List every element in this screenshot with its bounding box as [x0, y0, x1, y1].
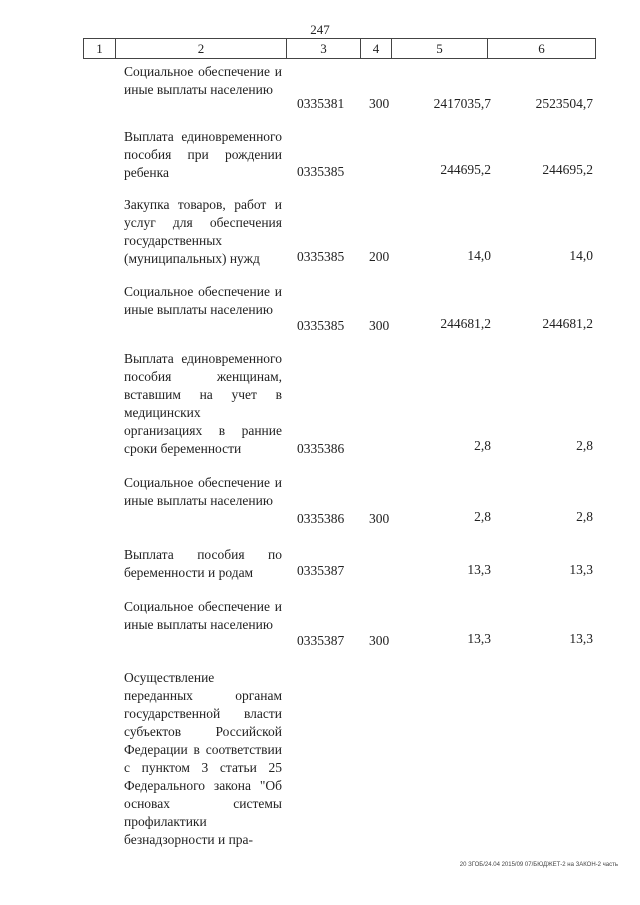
row-value-5: 244681,2 [440, 316, 491, 331]
row-value-6: 2,8 [576, 438, 593, 453]
row-vr: 200 [369, 249, 390, 264]
row-code: 0335385 [297, 164, 345, 179]
row-value-6: 2,8 [576, 509, 593, 524]
row-value-5: 13,3 [467, 562, 491, 577]
row-name: Выплата единовременного пособия женщинам, вставшим на учет в медицинских организациях в ранние сроки беременности [124, 351, 282, 456]
row-code: 0335386 [297, 511, 345, 526]
row-value-6: 13,3 [569, 631, 593, 646]
row-code: 0335387 [297, 633, 345, 648]
row-name: Социальное обеспечение и иные выплаты населению [124, 475, 282, 508]
header-cell-3: 3 [287, 39, 361, 58]
row-vr: 300 [369, 633, 390, 648]
row-vr: 300 [369, 511, 390, 526]
row-name: Социальное обеспечение и иные выплаты населению [124, 64, 282, 97]
header-cell-5: 5 [392, 39, 488, 58]
header-cell-2: 2 [116, 39, 287, 58]
row-name: Социальное обеспечение и иные выплаты населению [124, 284, 282, 317]
row-name: Закупка товаров, работ и услуг для обеспечения государственных (муниципальных) нужд [124, 197, 282, 266]
row-code: 0335387 [297, 563, 345, 578]
row-code: 0335385 [297, 249, 345, 264]
header-cell-1: 1 [84, 39, 116, 58]
header-cell-6: 6 [538, 41, 545, 56]
header-cell-4: 4 [361, 39, 392, 58]
row-value-6: 2523504,7 [535, 96, 593, 111]
page-number: 247 [310, 22, 330, 37]
row-value-6: 14,0 [569, 248, 593, 263]
row-value-5: 13,3 [467, 631, 491, 646]
row-name: Выплата единовременного пособия при рождении ребенка [124, 129, 282, 180]
table-header-row [83, 38, 596, 59]
row-code: 0335385 [297, 318, 345, 333]
row-value-5: 244695,2 [440, 162, 491, 177]
row-value-5: 2,8 [474, 438, 491, 453]
row-code: 0335386 [297, 441, 345, 456]
row-vr: 300 [369, 318, 390, 333]
row-value-5: 2,8 [474, 509, 491, 524]
row-value-6: 244681,2 [542, 316, 593, 331]
row-name: Социальное обеспечение и иные выплаты населению [124, 599, 282, 632]
row-value-5: 2417035,7 [433, 96, 491, 111]
row-name: Осуществление переданных органам государственной власти субъектов Российской Федерации в соответствии с пунктом 3 статьи 25 Федерального закона "Об основах системы профилактики безнадзорности и пра- [124, 670, 282, 847]
row-value-6: 13,3 [569, 562, 593, 577]
row-name: Выплата пособия по беременности и родам [124, 547, 282, 580]
row-value-6: 244695,2 [542, 162, 593, 177]
footer-stamp: 20 ЗГОБ/24.04 2015/09 07/БЮДЖЕТ-2 на ЗАКОН-2 часть [459, 862, 618, 868]
row-code: 0335381 [297, 96, 345, 111]
row-value-5: 14,0 [467, 248, 491, 263]
row-vr: 300 [369, 96, 390, 111]
